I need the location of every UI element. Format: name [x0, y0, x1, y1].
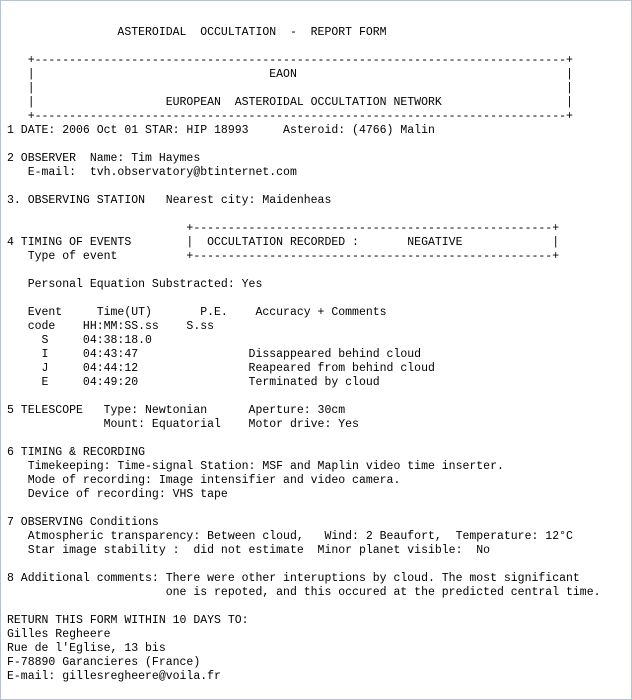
report-line: [7, 264, 601, 278]
report-line: S 04:38:18.0: [7, 334, 152, 347]
report-line: [7, 292, 601, 306]
report-line: Personal Equation Substracted: Yes: [7, 278, 263, 291]
report-line: F-78890 Garancieres (France): [7, 656, 201, 669]
report-line: [7, 502, 601, 516]
report-line: E-mail: gillesregheere@voila.fr: [7, 670, 221, 683]
report-line: E-mail: tvh.observatory@btinternet.com: [7, 166, 297, 179]
report-line: 6 TIMING & RECORDING: [7, 446, 146, 459]
report-line: Timekeeping: Time-signal Station: MSF and Maplin video time inserter.: [7, 460, 504, 473]
report-line: 1 DATE: 2006 Oct 01 STAR: HIP 18993 Asteroid: (4766) Malin: [7, 124, 435, 137]
report-line: 3. OBSERVING STATION Nearest city: Maidenheas: [7, 194, 332, 207]
report-line: | |: [7, 82, 573, 95]
report-line: +-----------------------------------------------------------------------------+: [7, 110, 573, 123]
report-line: [7, 208, 601, 222]
report-line: [7, 390, 601, 404]
report-line: RETURN THIS FORM WITHIN 10 DAYS TO:: [7, 614, 249, 627]
report-line: [7, 180, 601, 194]
report-line: 8 Additional comments: There were other interuptions by cloud. The most significant: [7, 572, 580, 585]
report-line: one is repoted, and this occured at the predicted central time.: [7, 586, 601, 599]
occultation-report-text: [7, 26, 601, 684]
report-line: E 04:49:20 Terminated by cloud: [7, 376, 380, 389]
report-line: +----------------------------------------------------+: [7, 222, 560, 235]
report-line: ASTEROIDAL OCCULTATION - REPORT FORM: [7, 26, 387, 39]
report-line: [7, 600, 601, 614]
report-line: I 04:43:47 Dissappeared behind cloud: [7, 348, 422, 361]
report-line: code HH:MM:SS.ss S.ss: [7, 320, 215, 333]
report-line: [7, 432, 601, 446]
report-line: Star image stability : did not estimate Minor planet visible: No: [7, 544, 491, 557]
report-line: [7, 40, 601, 54]
report-line: Rue de l'Eglise, 13 bis: [7, 642, 166, 655]
report-line: Atmospheric transparency: Between cloud, Wind: 2 Beaufort, Temperature: 12°C: [7, 530, 573, 543]
report-line: Type of event +----------------------------------------------------+: [7, 250, 560, 263]
report-line: Mount: Equatorial Motor drive: Yes: [7, 418, 359, 431]
report-line: Gilles Regheere: [7, 628, 111, 641]
report-line: 2 OBSERVER Name: Tim Haymes: [7, 152, 201, 165]
report-line: J 04:44:12 Reapeared from behind cloud: [7, 362, 435, 375]
report-line: Device of recording: VHS tape: [7, 488, 228, 501]
report-line: 7 OBSERVING Conditions: [7, 516, 159, 529]
report-line: +-----------------------------------------------------------------------------+: [7, 54, 573, 67]
report-line: 4 TIMING OF EVENTS | OCCULTATION RECORDED : NEGATIVE |: [7, 236, 560, 249]
report-line: [7, 558, 601, 572]
report-line: [7, 138, 601, 152]
report-line: Mode of recording: Image intensifier and video camera.: [7, 474, 401, 487]
report-line: Event Time(UT) P.E. Accuracy + Comments: [7, 306, 387, 319]
report-line: | EAON |: [7, 68, 573, 81]
report-line: | EUROPEAN ASTEROIDAL OCCULTATION NETWORK |: [7, 96, 573, 109]
report-line: 5 TELESCOPE Type: Newtonian Aperture: 30cm: [7, 404, 346, 417]
